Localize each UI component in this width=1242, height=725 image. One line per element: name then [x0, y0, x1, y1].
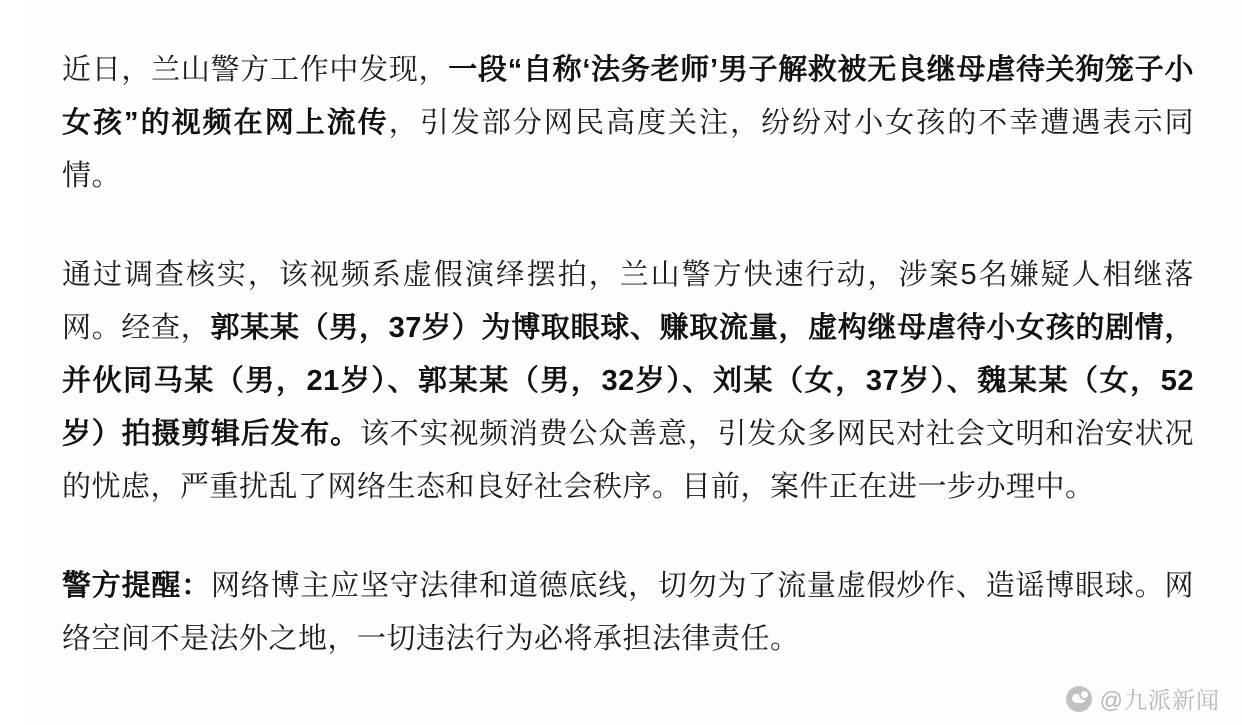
- emphasized-text: 一段“自称‘法务老师’男子解救被无良继母虐待关狗笼子小女孩”的视频在网上流传: [62, 54, 1194, 139]
- page-left-margin: [0, 0, 28, 725]
- watermark: [1066, 682, 1220, 715]
- body-text: ，引发部分网民高度关注，纷纷对小女孩的不幸遭遇表示同情。: [62, 107, 1194, 192]
- body-text: 网络博主应坚守法律和道德底线，切勿为了流量虚假炒作、造谣博眼球。网络空间不是法外之地，一切违法行为必将承担法律责任。: [62, 570, 1194, 655]
- article-body: [62, 44, 1194, 666]
- paragraph-1: [62, 44, 1194, 203]
- emphasized-text: 警方提醒：: [62, 570, 211, 602]
- weibo-icon: [1066, 686, 1092, 712]
- emphasized-text: 郭某某（男，37岁）为博取眼球、赚取流量，虚构继母虐待小女孩的剧情，并伙同马某（男，21岁）、郭某某（男，32岁）、刘某（女，37岁）、魏某某（女，52岁）拍摄剪辑后发布。: [62, 312, 1194, 450]
- body-text: 该不实视频消费公众善意，引发众多网民对社会文明和治安状况的忧虑，严重扰乱了网络生态和良好社会秩序。目前，案件正在进一步办理中。: [62, 418, 1194, 503]
- paragraph-2: [62, 249, 1194, 514]
- body-text: 通过调查核实，该视频系虚假演绎摆拍，兰山警方快速行动，涉案5名嫌疑人相继落网。经查，: [62, 259, 1194, 344]
- paragraph-3: [62, 560, 1194, 666]
- watermark-label: @九派新闻: [1099, 687, 1220, 713]
- body-text: 近日，兰山警方工作中发现，: [62, 54, 449, 86]
